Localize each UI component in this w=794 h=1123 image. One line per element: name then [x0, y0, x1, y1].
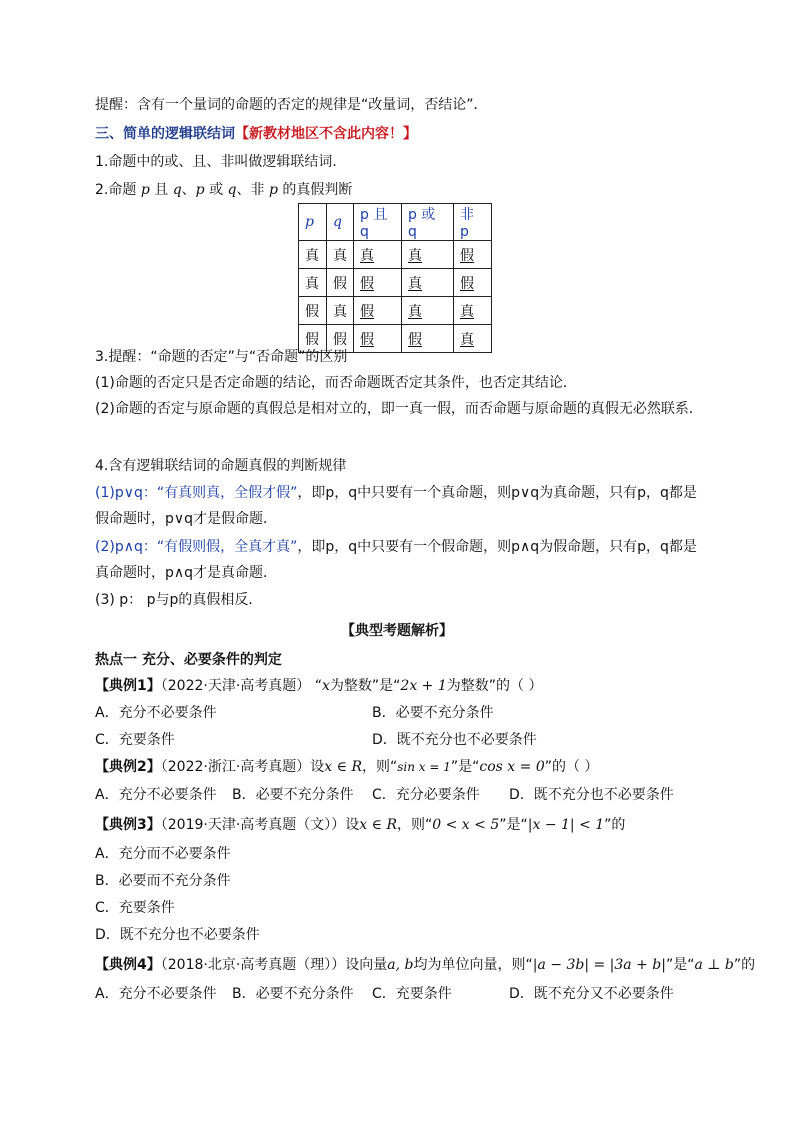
header-cell: 非 p — [454, 204, 492, 241]
math-expr: cos x = 0 — [479, 759, 545, 775]
table-cell: 真 — [327, 241, 354, 269]
example-2-question — [95, 757, 598, 777]
question-text: 为整数”的（ ） — [446, 678, 543, 694]
table-cell: 真 — [402, 269, 454, 297]
table-cell: 真 — [402, 297, 454, 325]
item-2-p3: p — [268, 182, 278, 198]
item-2-sep2: 、非 — [236, 182, 265, 198]
header-cell: p 或 q — [402, 204, 454, 241]
option-a[interactable]: A．充分不必要条件 — [95, 986, 217, 1002]
example-2-tag: 【典例2】 — [95, 759, 161, 775]
item-4-title: 4.含有逻辑联结词的命题真假的判断规律 — [95, 458, 347, 474]
item-4-p1-head: (1)p∨q：“有真则真，全假才假” — [95, 485, 298, 501]
table-cell: 假 — [402, 325, 454, 353]
table-row — [299, 241, 492, 269]
question-text: 均为单位向量，则“ — [413, 957, 533, 973]
option-d[interactable]: D．既不充分又不必要条件 — [509, 986, 674, 1002]
question-text: ”的 — [733, 957, 756, 973]
item-2-suffix: 的真假判断 — [282, 182, 353, 198]
option-d[interactable]: D．既不充分也不必要条件 — [95, 927, 260, 943]
example-3-tag: 【典例3】 — [95, 817, 161, 833]
question-text: “ — [310, 678, 322, 694]
item-4-p1-tail: ，即p，q中只要有一个真命题，则p∨q为真命题，只有p，q都是假命题时，p∨q才是假命题． — [95, 485, 697, 527]
option-b[interactable]: B．必要不充分条件 — [372, 705, 494, 721]
example-1-source: （2022·天津·高考真题） — [160, 678, 311, 694]
item-2-or: 或 — [209, 182, 224, 198]
table-cell: 真 — [299, 241, 327, 269]
table-cell: 假 — [454, 269, 492, 297]
section-title: 三、简单的逻辑联结词 — [95, 126, 235, 142]
table-cell: 假 — [354, 297, 402, 325]
item-2 — [95, 180, 352, 200]
question-text: 设 — [310, 759, 325, 775]
example-4-question — [95, 955, 755, 975]
option-b[interactable]: B．必要不充分条件 — [232, 986, 354, 1002]
math-expr: x ∈ R — [324, 759, 362, 775]
example-4-source: （2018·北京·高考真题（理）） — [160, 957, 346, 973]
item-4-p1 — [95, 480, 705, 532]
item-1: 1.命题中的或、且、非叫做逻辑联结词． — [95, 154, 347, 170]
table-cell: 假 — [327, 325, 354, 353]
tip-line: 提醒：含有一个量词的命题的否定的规律是“改量词，否结论”． — [95, 97, 488, 113]
option-a[interactable]: A．充分而不必要条件 — [95, 846, 231, 862]
table-cell: 假 — [299, 325, 327, 353]
hotspot-title: 热点一 充分、必要条件的判定 — [95, 652, 282, 668]
table-cell: 真 — [454, 325, 492, 353]
option-d[interactable]: D．既不充分也不必要条件 — [509, 787, 674, 803]
example-1-tag: 【典例1】 — [95, 678, 161, 694]
example-1-question — [95, 676, 542, 696]
example-2-source: （2022·浙江·高考真题） — [160, 759, 311, 775]
item-4-p3: (3) p： p与p的真假相反． — [95, 592, 263, 608]
example-3-question — [95, 815, 625, 835]
item-4-p2-head: (2)p∧q：“有假则假，全真才真” — [95, 539, 298, 555]
question-text: 为整数”是“ — [329, 678, 401, 694]
math-expr: sin x = 1 — [397, 760, 451, 774]
question-text: ，则“ — [361, 759, 398, 775]
item-4-p2-tail: ，即p，q中只要有一个假命题，则p∧q为假命题，只有p，q都是真命题时，p∧q才是真命题． — [95, 539, 697, 581]
item-2-p: p — [140, 182, 150, 198]
table-cell: 真 — [402, 241, 454, 269]
option-c[interactable]: C．充要条件 — [95, 900, 175, 916]
item-2-q2: q — [227, 182, 237, 198]
option-c[interactable]: C．充分必要条件 — [372, 787, 480, 803]
math-expr: x — [321, 678, 330, 694]
math-expr: a, b — [387, 957, 414, 973]
item-2-sep1: 、 — [181, 182, 196, 198]
table-cell: 真 — [354, 241, 402, 269]
example-4-tag: 【典例4】 — [95, 957, 161, 973]
table-row — [299, 269, 492, 297]
table-cell: 假 — [354, 269, 402, 297]
item-4-p2 — [95, 534, 705, 586]
option-c[interactable]: C．充要条件 — [372, 986, 452, 1002]
math-expr: 0 < x < 5 — [432, 817, 500, 833]
item-3-p2: (2)命题的否定与原命题的真假总是相对立的，即一真一假，而否命题与原命题的真假无必然联系． — [95, 401, 703, 417]
item-2-and: 且 — [154, 182, 169, 198]
option-b[interactable]: B．必要不充分条件 — [232, 787, 354, 803]
item-3-title: 3.提醒：“命题的否定”与“否命题”的区别 — [95, 349, 348, 365]
question-text: 设 — [345, 817, 360, 833]
table-cell: 假 — [299, 297, 327, 325]
question-text: ”的 — [604, 817, 626, 833]
option-a[interactable]: A．充分不必要条件 — [95, 787, 217, 803]
option-c[interactable]: C．充要条件 — [95, 732, 175, 748]
question-text: ，则“ — [396, 817, 433, 833]
table-cell: 假 — [354, 325, 402, 353]
question-text: ”是“ — [665, 957, 695, 973]
item-2-prefix: 2.命题 — [95, 182, 137, 198]
question-text: ”是“ — [450, 759, 480, 775]
math-expr: |a − 3b| = |3a + b| — [532, 957, 666, 973]
question-text: ”是“ — [499, 817, 528, 833]
analysis-title: 【典型考题解析】 — [341, 623, 453, 639]
item-3-p1: (1)命题的否定只是否定命题的结论，而否命题既否定其条件，也否定其结论． — [95, 375, 577, 391]
table-cell: 假 — [454, 241, 492, 269]
example-3-source: （2019·天津·高考真题（文）） — [160, 817, 346, 833]
option-d[interactable]: D．既不充分也不必要条件 — [372, 732, 537, 748]
math-expr: a ⊥ b — [694, 957, 734, 973]
table-cell: 真 — [454, 297, 492, 325]
table-row — [299, 297, 492, 325]
truth-table — [298, 203, 492, 353]
section-note: 【新教材地区不含此内容！】 — [235, 126, 417, 142]
option-a[interactable]: A．充分不必要条件 — [95, 705, 217, 721]
item-2-q: q — [172, 182, 182, 198]
question-text: 设向量 — [345, 957, 388, 973]
section-heading — [95, 124, 417, 144]
header-cell: p — [299, 204, 327, 241]
table-cell: 真 — [299, 269, 327, 297]
truth-table-header — [299, 204, 492, 241]
header-cell: p 且 q — [354, 204, 402, 241]
item-2-p2: p — [195, 182, 205, 198]
math-expr: |x − 1| < 1 — [527, 817, 605, 833]
option-b[interactable]: B．必要而不充分条件 — [95, 873, 231, 889]
question-text: ”的（ ） — [544, 759, 599, 775]
math-expr: x ∈ R — [359, 817, 397, 833]
header-cell: q — [327, 204, 354, 241]
table-cell: 真 — [327, 297, 354, 325]
math-expr: 2x + 1 — [400, 678, 447, 694]
table-cell: 假 — [327, 269, 354, 297]
